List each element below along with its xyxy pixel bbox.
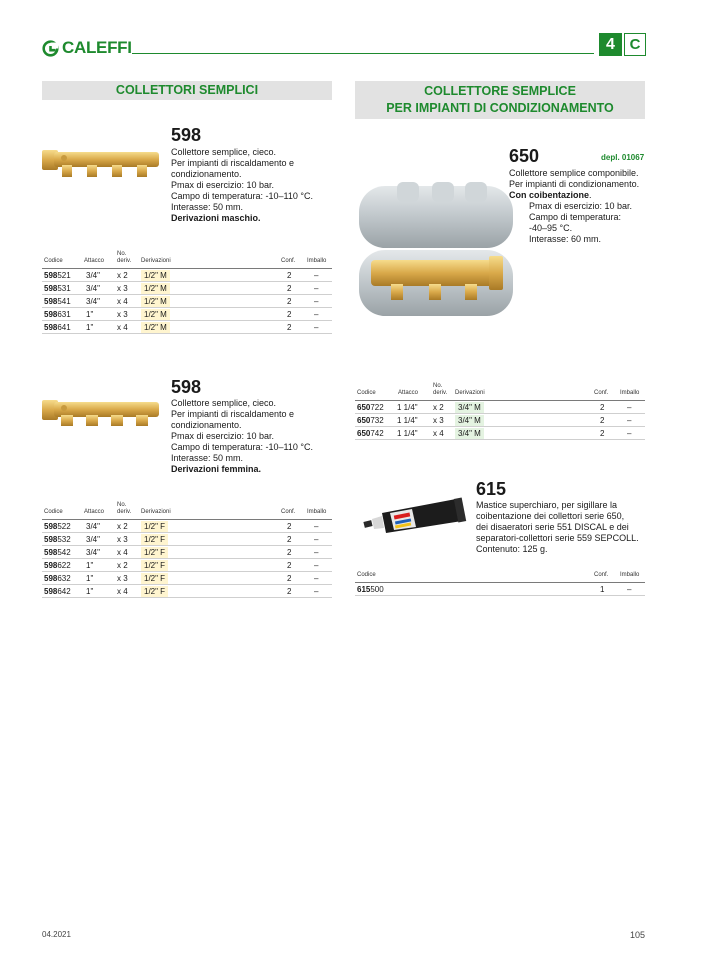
desc-line: Per impianti di condizionamento. [509, 179, 640, 189]
desc-line: Pmax di esercizio: 10 bar. [171, 431, 275, 441]
desc-line: Per impianti di riscaldamento e [171, 409, 295, 419]
brand-name: CALEFFI [62, 38, 132, 57]
table-cell: 1" [86, 561, 94, 570]
table-cell: 521 [57, 271, 71, 280]
table-cell [357, 402, 384, 413]
table-cell: 1 [600, 585, 605, 594]
table-row [42, 308, 332, 321]
table-cell: 2 [287, 284, 292, 293]
table-cell: x 3 [117, 284, 128, 293]
table-cell [357, 415, 384, 426]
table-row [42, 321, 332, 334]
table-row [42, 269, 332, 282]
table-row [42, 520, 332, 533]
table-cell: 2 [287, 548, 292, 557]
table-cell: 722 [370, 403, 384, 412]
table-cell: 1/2" M [141, 283, 170, 294]
table-cell: – [627, 403, 632, 412]
table-cell [44, 560, 71, 571]
table-cell: 3/4" [86, 271, 100, 280]
table-cell [44, 283, 71, 294]
table-615 [355, 567, 645, 596]
table-cell: 3/4" [86, 548, 100, 557]
table-cell: 522 [57, 522, 71, 531]
caleffi-logo [42, 38, 132, 58]
table-cell: – [314, 548, 319, 557]
product-code-598-female: 598 [171, 377, 202, 397]
insulated-manifold-image [357, 180, 517, 322]
table-650 [355, 372, 645, 440]
table-cell [44, 270, 71, 281]
table-cell: 2 [287, 561, 292, 570]
table-cell: 1 1/4" [397, 429, 418, 438]
table-cell: x 3 [433, 416, 444, 425]
table-cell: 641 [57, 323, 71, 332]
table-cell: – [314, 535, 319, 544]
table-cell: 650 [357, 429, 371, 438]
desc-line: Mastice superchiaro, per sigillare la [476, 500, 618, 510]
table-cell: – [314, 310, 319, 319]
table-cell: 650 [357, 416, 371, 425]
table-cell: 541 [57, 297, 71, 306]
table-cell: 598 [44, 271, 58, 280]
desc-bold-line: Derivazioni femmina. [171, 464, 262, 474]
table-row [355, 427, 645, 440]
table-cell: 3/4" [86, 297, 100, 306]
table-cell: 598 [44, 284, 58, 293]
table-cell: 2 [287, 535, 292, 544]
desc-line: -40–95 °C. [529, 223, 573, 233]
product-598-male-description [171, 147, 313, 224]
product-code-598-male: 598 [171, 125, 202, 145]
table-cell: 650 [357, 403, 371, 412]
table-cell: 542 [57, 548, 71, 557]
table-cell: x 3 [117, 310, 128, 319]
manifold-female-image [40, 397, 162, 429]
table-row [42, 533, 332, 546]
table-cell: 500 [370, 585, 384, 594]
desc-bold-suffix: . [589, 190, 592, 200]
table-cell: x 2 [117, 522, 128, 531]
desc-line: Contenuto: 125 g. [476, 544, 548, 554]
table-cell: 1/2" M [141, 296, 170, 307]
table-cell: 2 [287, 587, 292, 596]
table-cell: x 3 [117, 535, 128, 544]
desc-line: Pmax di esercizio: 10 bar. [529, 201, 633, 211]
table-cell: 3/4" [86, 535, 100, 544]
table-header [355, 567, 645, 583]
table-cell: 2 [600, 416, 605, 425]
desc-bold-line: Con coibentazione [509, 190, 590, 200]
product-code-615: 615 [476, 479, 507, 499]
table-row [42, 559, 332, 572]
table-cell: 3/4" M [455, 428, 484, 439]
col-derivazioni: Derivazioni [455, 390, 485, 396]
col-deriv: deriv. [117, 258, 132, 264]
table-cell: 3/4" [86, 284, 100, 293]
table-cell: – [314, 561, 319, 570]
header-rule [132, 53, 594, 54]
table-row [42, 282, 332, 295]
table-cell: x 4 [433, 429, 444, 438]
table-row [355, 401, 645, 414]
col-attacco: Attacco [398, 390, 419, 396]
table-cell: – [314, 522, 319, 531]
col-conf: Conf. [594, 390, 609, 396]
table-cell: 1/2" M [141, 309, 170, 320]
left-section-title: COLLETTORI SEMPLICI [42, 81, 332, 100]
table-598-male [42, 240, 332, 334]
table-cell: 598 [44, 297, 58, 306]
table-cell: 1 1/4" [397, 416, 418, 425]
table-cell [357, 428, 384, 439]
table-cell [44, 296, 71, 307]
col-derivazioni: Derivazioni [141, 509, 171, 515]
footer-date: 04.2021 [42, 930, 71, 939]
section-number: 4 [599, 33, 622, 56]
table-cell: 1/2" M [141, 322, 170, 333]
table-cell: x 4 [117, 297, 128, 306]
desc-line: Interasse: 50 mm. [171, 453, 244, 463]
table-cell: – [314, 297, 319, 306]
table-cell: x 4 [117, 548, 128, 557]
table-cell [44, 547, 71, 558]
table-cell: 531 [57, 284, 71, 293]
desc-line: Per impianti di riscaldamento e [171, 158, 295, 168]
table-cell: 1/2" F [141, 534, 168, 545]
table-cell: – [627, 416, 632, 425]
product-650-description [509, 168, 639, 245]
table-cell: 1" [86, 587, 94, 596]
col-imballo: Imballo [307, 258, 327, 264]
table-cell: 2 [287, 271, 292, 280]
table-cell: 2 [600, 429, 605, 438]
table-row [42, 572, 332, 585]
table-cell: x 2 [117, 561, 128, 570]
product-code-650: 650 [509, 146, 540, 166]
table-cell: 2 [287, 574, 292, 583]
table-598-female [42, 491, 332, 598]
table-row [42, 546, 332, 559]
desc-line: Collettore semplice, cieco. [171, 147, 277, 157]
desc-line: Campo di temperatura: [529, 212, 622, 222]
caleffi-logo-icon [42, 40, 59, 57]
col-conf: Conf. [281, 258, 296, 264]
table-cell: – [314, 574, 319, 583]
desc-line: Interasse: 60 mm. [529, 234, 602, 244]
sealant-tube-image [360, 497, 470, 539]
table-row [355, 414, 645, 427]
desc-line: Collettore semplice componibile. [509, 168, 639, 178]
table-cell: 631 [57, 310, 71, 319]
table-cell: 1/2" F [141, 560, 168, 571]
table-cell [44, 309, 71, 320]
desc-line: Pmax di esercizio: 10 bar. [171, 180, 275, 190]
manifold-male-image [40, 145, 162, 181]
col-derivazioni: Derivazioni [141, 258, 171, 264]
table-cell: – [627, 429, 632, 438]
table-cell: 622 [57, 561, 71, 570]
desc-line: coibentazione dei collettori serie 650, [476, 511, 625, 521]
table-cell [44, 573, 71, 584]
table-cell: 598 [44, 587, 58, 596]
desc-line: Campo di temperatura: -10–110 °C. [171, 442, 314, 452]
table-cell: x 4 [117, 587, 128, 596]
col-codice: Codice [357, 572, 376, 578]
table-header [42, 491, 332, 520]
desc-line: condizionamento. [171, 169, 242, 179]
table-cell: 1/2" F [141, 521, 168, 532]
page-number: 105 [630, 930, 646, 940]
section-letter: C [624, 33, 646, 56]
table-cell: x 4 [117, 323, 128, 332]
desc-line: Campo di temperatura: -10–110 °C. [171, 191, 314, 201]
product-598-female-description [171, 398, 313, 475]
table-header [42, 240, 332, 269]
table-row [42, 585, 332, 598]
table-cell [44, 534, 71, 545]
col-deriv: deriv. [433, 390, 448, 396]
desc-line: separatori-collettori serie 559 SEPCOLL. [476, 533, 639, 543]
table-cell: – [314, 271, 319, 280]
table-cell: 1/2" M [141, 270, 170, 281]
table-cell: 1" [86, 323, 94, 332]
table-cell: 3/4" [86, 522, 100, 531]
table-cell: 1/2" F [141, 573, 168, 584]
right-section-title-line2: PER IMPIANTI DI CONDIZIONAMENTO [386, 101, 614, 115]
table-cell: 1" [86, 574, 94, 583]
col-codice: Codice [44, 258, 63, 264]
table-cell: 642 [57, 587, 71, 596]
desc-bold-line: Derivazioni maschio. [171, 213, 261, 223]
table-cell: 598 [44, 574, 58, 583]
table-cell: – [314, 323, 319, 332]
col-imballo: Imballo [620, 572, 640, 578]
col-conf: Conf. [594, 572, 609, 578]
table-cell: 2 [287, 310, 292, 319]
table-cell: – [314, 284, 319, 293]
desc-line: condizionamento. [171, 420, 242, 430]
table-cell: 742 [370, 429, 384, 438]
col-attacco: Attacco [84, 509, 105, 515]
col-attacco: Attacco [84, 258, 105, 264]
table-cell: 1 1/4" [397, 403, 418, 412]
col-deriv: deriv. [117, 509, 132, 515]
table-cell [44, 586, 71, 597]
table-cell: 1/2" F [141, 547, 168, 558]
col-imballo: Imballo [307, 509, 327, 515]
table-cell: 1/2" F [141, 586, 168, 597]
table-cell: 2 [600, 403, 605, 412]
table-cell: 2 [287, 522, 292, 531]
table-cell: 2 [287, 323, 292, 332]
table-cell: x 2 [117, 271, 128, 280]
table-cell: 532 [57, 535, 71, 544]
table-cell: x 3 [117, 574, 128, 583]
product-615-description [476, 500, 639, 555]
table-cell: 598 [44, 522, 58, 531]
table-cell: 615 [357, 585, 371, 594]
table-cell: 732 [370, 416, 384, 425]
table-cell: – [314, 587, 319, 596]
table-cell: 598 [44, 561, 58, 570]
table-header [355, 372, 645, 401]
col-codice: Codice [44, 509, 63, 515]
table-cell: x 2 [433, 403, 444, 412]
table-cell: 1" [86, 310, 94, 319]
desc-line: Interasse: 50 mm. [171, 202, 244, 212]
table-cell: 598 [44, 535, 58, 544]
table-cell [357, 584, 384, 595]
table-cell: – [627, 585, 632, 594]
table-row [355, 583, 645, 596]
col-imballo: Imballo [620, 390, 640, 396]
right-section-title-line1: COLLETTORE SEMPLICE [424, 84, 576, 98]
col-no: No. [433, 383, 443, 389]
table-row [42, 295, 332, 308]
table-cell: 598 [44, 323, 58, 332]
table-cell [44, 521, 71, 532]
table-cell: 632 [57, 574, 71, 583]
table-cell: 598 [44, 310, 58, 319]
col-codice: Codice [357, 390, 376, 396]
col-conf: Conf. [281, 509, 296, 515]
depl-reference: depl. 01067 [601, 153, 645, 162]
table-cell: 3/4" M [455, 415, 484, 426]
desc-line: Collettore semplice, cieco. [171, 398, 277, 408]
table-cell: 3/4" M [455, 402, 484, 413]
table-cell: 2 [287, 297, 292, 306]
col-no: No. [117, 502, 127, 508]
desc-line: dei disaeratori serie 551 DISCAL e dei [476, 522, 629, 532]
table-cell: 598 [44, 548, 58, 557]
right-section-title [355, 81, 645, 119]
table-cell [44, 322, 71, 333]
col-no: No. [117, 251, 127, 257]
